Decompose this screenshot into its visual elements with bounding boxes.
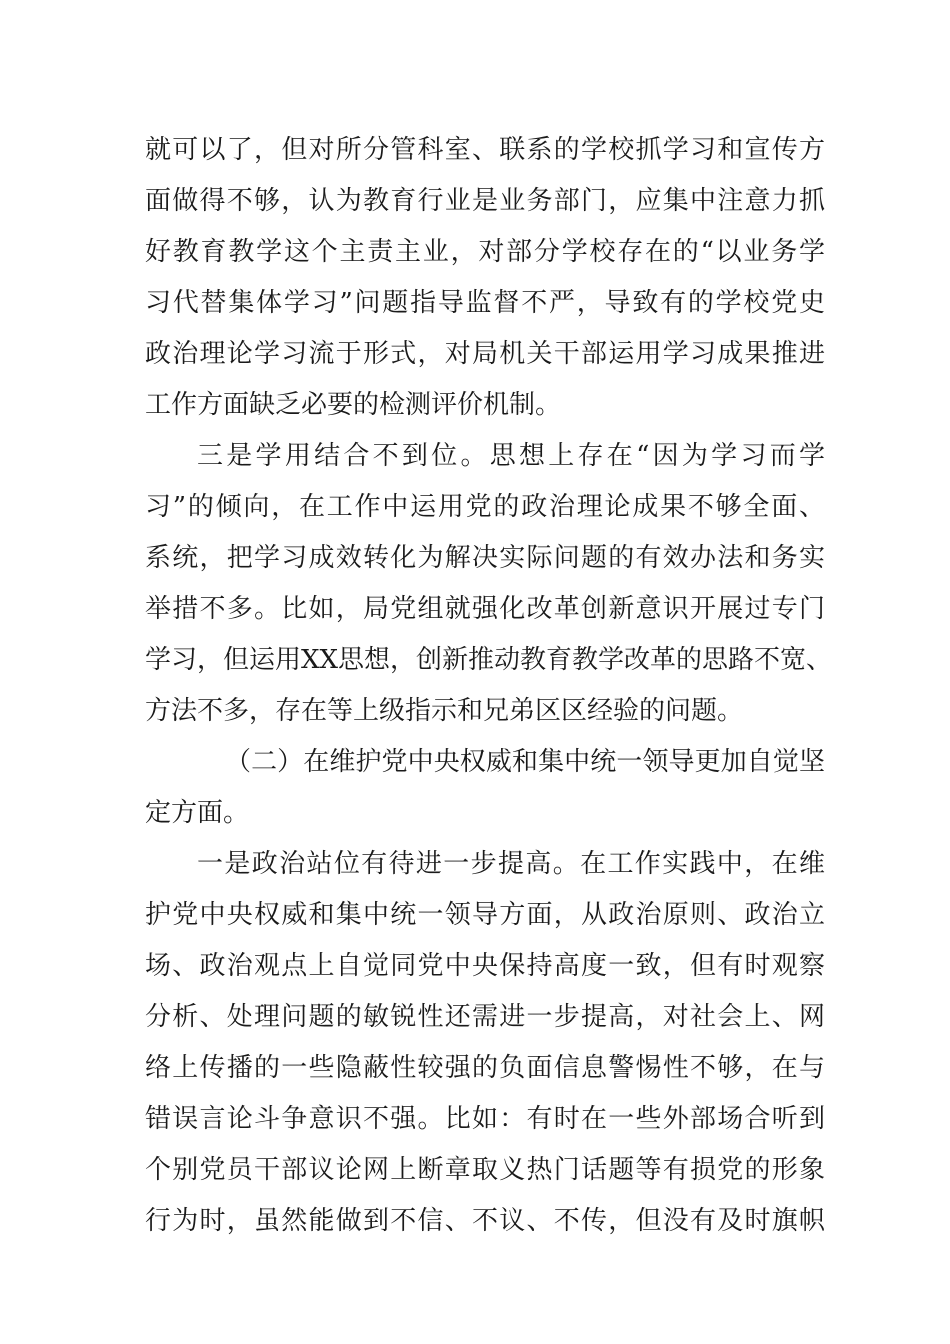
text-line: 络上传播的一些隐蔽性较强的负面信息警惕性不够，在与 — [145, 1053, 825, 1083]
text-line: 护党中央权威和集中统一领导方面，从政治原则、政治立 — [145, 900, 825, 930]
text-line: 个别党员干部议论网上断章取义热门话题等有损党的形象 — [145, 1155, 825, 1185]
text-line: 工作方面缺乏必要的检测评价机制。 — [145, 390, 562, 420]
text-line: 举措不多。比如，局党组就强化改革创新意识开展过专门 — [145, 594, 825, 624]
text-line: 场、政治观点上自觉同党中央保持高度一致，但有时观察 — [145, 951, 825, 981]
section-heading: （二）在维护党中央权威和集中统一领导更加自觉坚 — [225, 747, 825, 777]
text-line: 政治理论学习流于形式，对局机关干部运用学习成果推进 — [145, 339, 825, 369]
text-line: 习代替集体学习”问题指导监督不严，导致有的学校党史 — [145, 288, 825, 318]
text-line: 分析、处理问题的敏锐性还需进一步提高，对社会上、网 — [145, 1002, 825, 1032]
text-line: 就可以了，但对所分管科室、联系的学校抓学习和宣传方 — [145, 135, 825, 165]
paragraph-first-line: 一是政治站位有待进一步提高。在工作实践中，在维 — [197, 849, 825, 879]
text-line: 面做得不够，认为教育行业是业务部门，应集中注意力抓 — [145, 186, 825, 216]
text-line: 错误言论斗争意识不强。比如：有时在一些外部场合听到 — [145, 1104, 825, 1134]
section-heading-cont: 定方面。 — [145, 798, 250, 828]
text-line: 好教育教学这个主责主业，对部分学校存在的“以业务学 — [145, 237, 825, 267]
text-line: 系统，把学习成效转化为解决实际问题的有效办法和务实 — [145, 543, 825, 573]
text-line: 行为时，虽然能做到不信、不议、不传，但没有及时旗帜 — [145, 1206, 825, 1236]
text-line: 学习，但运用XX思想，创新推动教育教学改革的思路不宽、 — [145, 645, 833, 675]
text-line: 习”的倾向，在工作中运用党的政治理论成果不够全面、 — [145, 492, 825, 522]
paragraph-first-line: 三是学用结合不到位。思想上存在“因为学习而学 — [197, 441, 825, 471]
text-line: 方法不多，存在等上级指示和兄弟区区经验的问题。 — [145, 696, 744, 726]
